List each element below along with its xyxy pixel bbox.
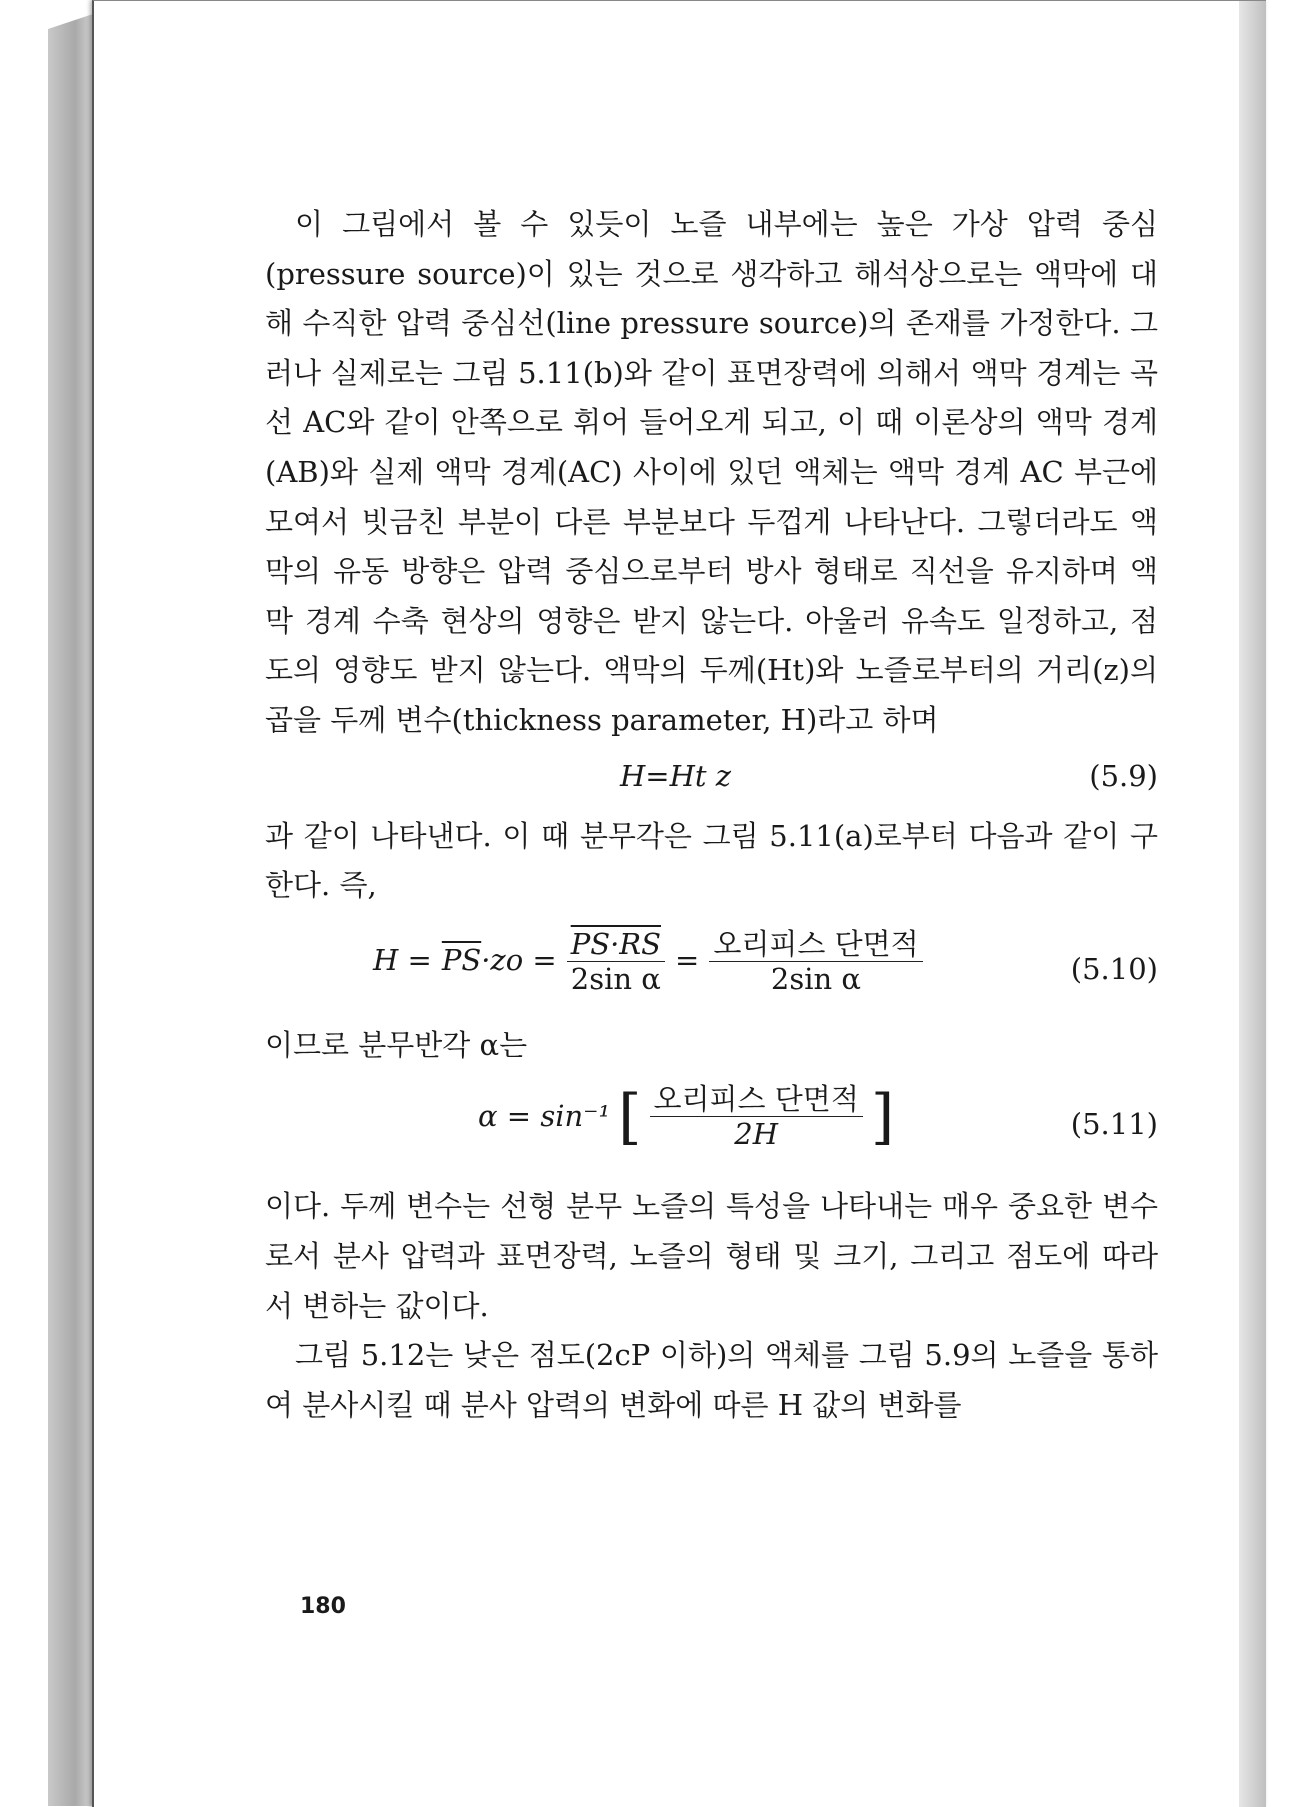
equation-5-9 — [265, 746, 1158, 812]
paragraph-3: 이므로 분무반각 α는 — [265, 1027, 528, 1062]
page-shadow — [1239, 1, 1266, 1807]
equation-5-11 — [265, 1074, 1158, 1174]
equation-5-11-number: (5.11) — [1070, 1107, 1158, 1142]
eq2-frac2-numerator: 오리피스 단면적 — [709, 927, 922, 962]
eq2-ps: $\overline{PS}$ — [441, 943, 482, 978]
eq3-lhs: α = sin⁻¹ — [478, 1099, 611, 1134]
eq2-frac1-denominator: 2sin α — [570, 961, 661, 996]
equation-5-10 — [265, 919, 1158, 1015]
paragraph-2: 과 같이 나타낸다. 이 때 분무각은 그림 5.11(a)로부터 다음과 같이 구한다. 즉, — [265, 818, 1158, 903]
eq2-zo: ·zo = — [481, 943, 557, 978]
page-number: 180 — [300, 1594, 346, 1619]
eq3-fraction — [650, 1082, 863, 1151]
eq2-fraction-2 — [709, 927, 922, 996]
page-content — [265, 200, 1158, 1430]
eq3-right-bracket: ] — [870, 1081, 895, 1152]
eq2-fraction-1 — [567, 927, 665, 996]
equation-5-9-number: (5.9) — [1089, 758, 1158, 793]
equation-5-9-body: H=Ht z — [620, 758, 732, 793]
paragraph-4: 이다. 두께 변수는 선형 분무 노즐의 특성을 나타내는 매우 중요한 변수로서 분사 압력과 표면장력, 노즐의 형태 및 크기, 그리고 점도에 따라서 변하는 값이다. — [265, 1189, 1158, 1323]
eq3-numerator: 오리피스 단면적 — [650, 1082, 863, 1117]
eq2-frac2-denominator: 2sin α — [770, 961, 862, 996]
eq2-lhs: H = — [373, 943, 432, 978]
eq2-equals: = — [675, 943, 700, 978]
paragraph-1: 이 그림에서 볼 수 있듯이 노즐 내부에는 높은 가상 압력 중심(pressure source)이 있는 것으로 생각하고 해석상으로는 액막에 대해 수직한 압력 중심선(line pressure source)의 존재를 가정한다. 그러나 실제로는 그림 5.11(b)와 같이 표면장력에 의해서 액막 경계는 곡선 AC와 같이 안쪽으로 휘어 들어오게 되고, 이 때 이론상의 액막 경계(AB)와 실제 액막 경계(AC) 사이에 있던 액체는 액막 경계 AC 부근에 모여서 빗금친 부분이 다른 부분보다 두껍게 나타난다. 그렇더라도 액막의 유동 방향은 압력 중심으로부터 방사 형태로 직선을 유지하며 액막 경계 수축 현상의 영향은 받지 않는다. 아울러 유속도 일정하고, 점도의 영향도 받지 않는다. 액막의 두께(Ht)와 노즐로부터의 거리(z)의 곱을 두께 변수(thickness parameter, H)라고 하며 — [265, 207, 1158, 737]
equation-5-10-number: (5.10) — [1070, 951, 1158, 986]
eq3-left-bracket: [ — [618, 1081, 642, 1152]
eq3-denominator: 2H — [734, 1117, 779, 1152]
eq2-frac1-numerator: PS·RS — [567, 927, 665, 962]
paragraph-5: 그림 5.12는 낮은 점도(2cP 이하)의 액체를 그림 5.9의 노즐을 통하여 분사시킬 때 분사 압력의 변화에 따른 H 값의 변화를 — [265, 1338, 1158, 1422]
book-edge — [48, 14, 93, 1806]
